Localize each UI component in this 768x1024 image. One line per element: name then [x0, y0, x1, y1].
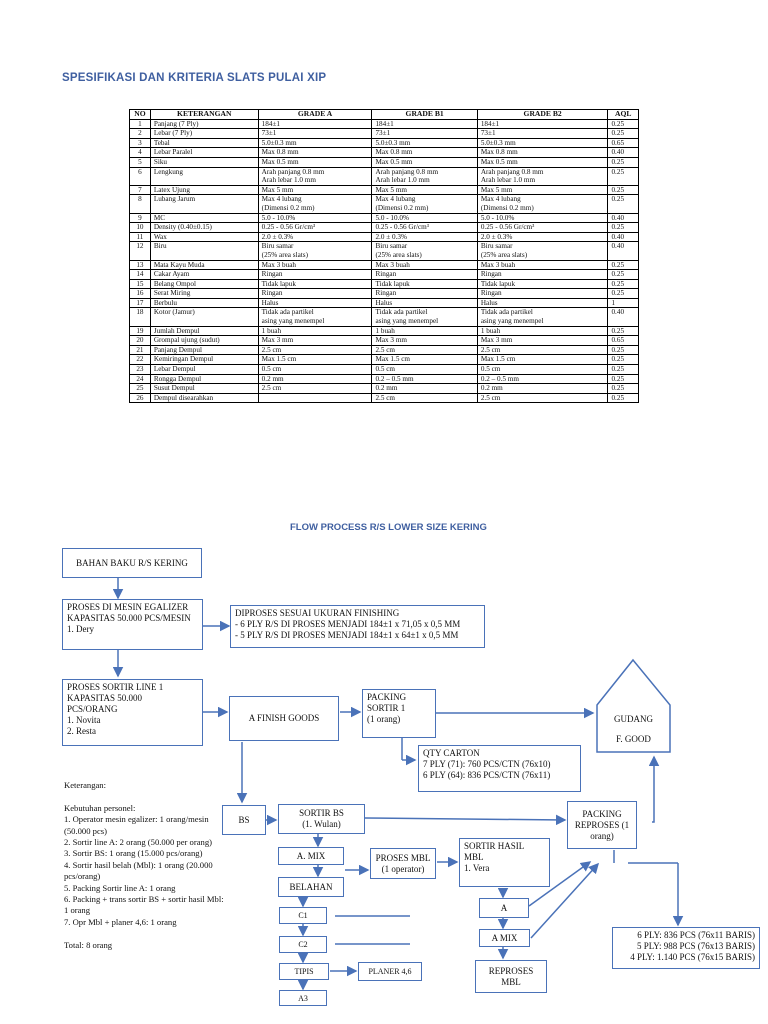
row-aql: 0.40 — [608, 242, 639, 260]
a3-box: A3 — [279, 990, 327, 1006]
row-no: 13 — [130, 260, 151, 270]
belahan-box: BELAHAN — [278, 877, 344, 897]
row-grade-b2: Arah panjang 0.8 mm Arah lebar 1.0 mm — [477, 167, 608, 185]
row-grade-b1: 2.5 cm — [372, 393, 477, 403]
packing-reproses-box: PACKING REPROSES (1 orang) — [567, 801, 637, 849]
row-grade-a: 184±1 — [258, 119, 372, 129]
row-grade-b2: 1 buah — [477, 326, 608, 336]
row-grade-b1: Max 0.8 mm — [372, 148, 477, 158]
row-aql: 0.65 — [608, 138, 639, 148]
row-grade-a: 1 buah — [258, 326, 372, 336]
row-grade-a: Halus — [258, 298, 372, 308]
col-keterangan: KETERANGAN — [150, 110, 258, 120]
row-grade-a: 2.0 ± 0.3% — [258, 232, 372, 242]
a-box: A — [479, 898, 529, 918]
row-grade-b2: Tidak lapuk — [477, 279, 608, 289]
row-keterangan: Grompal ujung (sudut) — [150, 336, 258, 346]
row-keterangan: Lebar Dempul — [150, 365, 258, 375]
row-grade-b1: 73±1 — [372, 129, 477, 139]
row-aql: 0.25 — [608, 195, 639, 213]
arrow-packing-gudang2 — [652, 757, 654, 822]
row-grade-a: Max 3 mm — [258, 336, 372, 346]
row-no: 22 — [130, 355, 151, 365]
row-grade-a: 73±1 — [258, 129, 372, 139]
row-keterangan: Belang Ompol — [150, 279, 258, 289]
diproses-box: DIPROSES SESUAI UKURAN FINISHING - 6 PLY R/S DI PROSES MENJADI 184±1 x 71,05 x 0,5 MM - 5 PLY R/S DI PROSES MENJADI 184±1 x 64±1 x 0,5 MM — [230, 605, 485, 648]
row-grade-b1: Max 3 buah — [372, 260, 477, 270]
row-grade-b2: 73±1 — [477, 129, 608, 139]
col-grade-b2: GRADE B2 — [477, 110, 608, 120]
gudang-box — [597, 705, 670, 752]
row-grade-b1: Halus — [372, 298, 477, 308]
sortir-bs-box: SORTIR BS (1. Wulan) — [278, 804, 365, 834]
row-keterangan: Jumlah Dempul — [150, 326, 258, 336]
row-no: 20 — [130, 336, 151, 346]
row-grade-a: 0.25 - 0.56 Gr/cm³ — [258, 223, 372, 233]
row-aql: 1 — [608, 298, 639, 308]
row-grade-b2: Max 4 lubang (Dimensi 0.2 mm) — [477, 195, 608, 213]
row-grade-b2: 2.5 cm — [477, 345, 608, 355]
row-grade-b2: 5.0 - 10.0% — [477, 213, 608, 223]
row-aql: 0.25 — [608, 223, 639, 233]
row-grade-a: Arah panjang 0.8 mm Arah lebar 1.0 mm — [258, 167, 372, 185]
row-grade-b2: Max 0.8 mm — [477, 148, 608, 158]
row-grade-a: Max 1.5 cm — [258, 355, 372, 365]
row-aql: 0.25 — [608, 393, 639, 403]
row-aql: 0.25 — [608, 384, 639, 394]
row-grade-b1: 0.2 mm — [372, 384, 477, 394]
row-no: 19 — [130, 326, 151, 336]
row-no: 18 — [130, 308, 151, 326]
row-grade-a: Tidak lapuk — [258, 279, 372, 289]
arrow-sortirbs-packing — [365, 818, 565, 820]
row-grade-b1: Max 5 mm — [372, 185, 477, 195]
row-grade-a: Max 0.5 mm — [258, 157, 372, 167]
row-aql: 0.25 — [608, 374, 639, 384]
row-aql: 0.25 — [608, 129, 639, 139]
row-keterangan: Density (0.40±0.15) — [150, 223, 258, 233]
row-keterangan: Serat Miring — [150, 289, 258, 299]
amix2-box: A MIX — [479, 929, 530, 947]
row-aql: 0.25 — [608, 185, 639, 195]
row-aql: 0.25 — [608, 355, 639, 365]
row-aql: 0.40 — [608, 232, 639, 242]
row-keterangan: Tebal — [150, 138, 258, 148]
row-keterangan: Wax — [150, 232, 258, 242]
bs-box: BS — [222, 805, 266, 835]
row-no: 17 — [130, 298, 151, 308]
row-keterangan: Panjang (7 Ply) — [150, 119, 258, 129]
row-grade-a: Ringan — [258, 289, 372, 299]
row-no: 5 — [130, 157, 151, 167]
row-aql: 0.25 — [608, 365, 639, 375]
row-no: 11 — [130, 232, 151, 242]
col-grade-b1: GRADE B1 — [372, 110, 477, 120]
row-grade-b2: Max 3 mm — [477, 336, 608, 346]
row-keterangan: Cakar Ayam — [150, 270, 258, 280]
col-grade-a: GRADE A — [258, 110, 372, 120]
personnel-notes: Keterangan: Kebutuhan personel: 1. Operator mesin egalizer: 1 orang/mesin (50.000 pcs) 2. Sortir line A: 2 orang (50.000 per orang) 3. Sortir BS: 1 orang (15.000 pcs/orang) 4. Sortir hasil belah (Mbl): 1 orang (20.000 pcs/orang) 5. Packing Sortir line A: 1 orang 6. Packing + trans sortir BS + sortir hasil Mbl: 1 orang 7. Opr Mbl + planer 4,6: 1 orang Total: 8 orang — [64, 780, 224, 950]
col-aql: AQL — [608, 110, 639, 120]
row-keterangan: Kemiringan Dempul — [150, 355, 258, 365]
row-aql: 0.25 — [608, 326, 639, 336]
bahan-baku-box: BAHAN BAKU R/S KERING — [62, 548, 202, 578]
row-grade-b1: Max 4 lubang (Dimensi 0.2 mm) — [372, 195, 477, 213]
row-aql: 0.25 — [608, 119, 639, 129]
row-grade-b2: Ringan — [477, 289, 608, 299]
row-grade-a: Max 0.8 mm — [258, 148, 372, 158]
row-grade-b2: Max 0.5 mm — [477, 157, 608, 167]
row-grade-b2: Halus — [477, 298, 608, 308]
fgood-label: F. GOOD — [616, 733, 651, 744]
row-grade-b2: 0.25 - 0.56 Gr/cm³ — [477, 223, 608, 233]
row-aql: 0.25 — [608, 279, 639, 289]
row-grade-a: 2.5 cm — [258, 345, 372, 355]
row-no: 4 — [130, 148, 151, 158]
row-grade-b2: Max 1.5 cm — [477, 355, 608, 365]
packing-sortir-box: PACKING SORTIR 1 (1 orang) — [362, 689, 436, 738]
row-grade-a: Tidak ada partikel asing yang menempel — [258, 308, 372, 326]
row-no: 1 — [130, 119, 151, 129]
row-grade-a: 2.5 cm — [258, 384, 372, 394]
row-keterangan: Lubang Jarum — [150, 195, 258, 213]
row-grade-b2: 184±1 — [477, 119, 608, 129]
row-keterangan: Lengkung — [150, 167, 258, 185]
row-aql: 0.25 — [608, 345, 639, 355]
row-grade-b2: Tidak ada partikel asing yang menempel — [477, 308, 608, 326]
c1-box: C1 — [279, 907, 327, 924]
row-no: 14 — [130, 270, 151, 280]
row-keterangan: Siku — [150, 157, 258, 167]
flow-title: FLOW PROCESS R/S LOWER SIZE KERING — [290, 522, 487, 533]
tipis-box: TIPIS — [279, 963, 329, 980]
row-grade-b1: 5.0 - 10.0% — [372, 213, 477, 223]
row-no: 23 — [130, 365, 151, 375]
finish-goods-box: A FINISH GOODS — [229, 696, 339, 741]
row-aql: 0.25 — [608, 270, 639, 280]
row-grade-b1: 1 buah — [372, 326, 477, 336]
row-keterangan: Panjang Dempul — [150, 345, 258, 355]
row-grade-b2: Biru samar (25% area slats) — [477, 242, 608, 260]
row-aql: 0.25 — [608, 289, 639, 299]
row-keterangan: Mata Kayu Muda — [150, 260, 258, 270]
row-aql: 0.25 — [608, 167, 639, 185]
row-grade-a: Biru samar (25% area slats) — [258, 242, 372, 260]
row-no: 16 — [130, 289, 151, 299]
gudang-label: GUDANG — [614, 713, 653, 724]
row-grade-b1: 0.5 cm — [372, 365, 477, 375]
c2-box: C2 — [279, 936, 327, 953]
row-grade-b1: Max 0.5 mm — [372, 157, 477, 167]
spec-title: SPESIFIKASI DAN KRITERIA SLATS PULAI XIP — [62, 72, 327, 84]
row-grade-b1: 5.0±0.3 mm — [372, 138, 477, 148]
row-no: 26 — [130, 393, 151, 403]
row-grade-b1: 2.5 cm — [372, 345, 477, 355]
row-grade-b1: 2.0 ± 0.3% — [372, 232, 477, 242]
row-grade-b1: Max 3 mm — [372, 336, 477, 346]
row-no: 9 — [130, 213, 151, 223]
row-grade-b2: 0.2 mm — [477, 384, 608, 394]
row-grade-b2: Ringan — [477, 270, 608, 280]
row-keterangan: Dempul disearahkan — [150, 393, 258, 403]
row-grade-b1: Max 1.5 cm — [372, 355, 477, 365]
row-keterangan: Biru — [150, 242, 258, 260]
row-grade-b1: Tidak ada partikel asing yang menempel — [372, 308, 477, 326]
row-no: 21 — [130, 345, 151, 355]
row-no: 6 — [130, 167, 151, 185]
row-keterangan: Berbulu — [150, 298, 258, 308]
row-grade-b2: Max 3 buah — [477, 260, 608, 270]
row-keterangan: MC — [150, 213, 258, 223]
row-grade-b1: Tidak lapuk — [372, 279, 477, 289]
row-grade-b2: 2.0 ± 0.3% — [477, 232, 608, 242]
row-no: 10 — [130, 223, 151, 233]
row-aql: 0.40 — [608, 308, 639, 326]
row-grade-a: Ringan — [258, 270, 372, 280]
reproses-mbl-box: REPROSES MBL — [475, 960, 547, 993]
row-no: 8 — [130, 195, 151, 213]
sortir-line-box: PROSES SORTIR LINE 1 KAPASITAS 50.000 PCS/ORANG 1. Novita 2. Resta — [62, 679, 203, 746]
qty-carton-box: QTY CARTON 7 PLY (71): 760 PCS/CTN (76x10) 6 PLY (64): 836 PCS/CTN (76x11) — [418, 745, 581, 792]
row-aql: 0.40 — [608, 213, 639, 223]
row-grade-b1: 0.25 - 0.56 Gr/cm³ — [372, 223, 477, 233]
egalizer-box: PROSES DI MESIN EGALIZER KAPASITAS 50.000 PCS/MESIN 1. Dery — [62, 599, 203, 650]
row-grade-b2: 2.5 cm — [477, 393, 608, 403]
col-no: NO — [130, 110, 151, 120]
row-grade-b2: 5.0±0.3 mm — [477, 138, 608, 148]
row-no: 7 — [130, 185, 151, 195]
row-aql: 0.65 — [608, 336, 639, 346]
row-aql: 0.40 — [608, 148, 639, 158]
ply-counts-box: 6 PLY: 836 PCS (76x11 BARIS) 5 PLY: 988 PCS (76x13 BARIS) 4 PLY: 1.140 PCS (76x15 BARIS) — [612, 927, 760, 969]
row-keterangan: Lebar Paralel — [150, 148, 258, 158]
row-grade-a: Max 3 buah — [258, 260, 372, 270]
row-grade-a: 0.2 mm — [258, 374, 372, 384]
row-grade-b2: 0.5 cm — [477, 365, 608, 375]
row-grade-b1: 0.2 – 0.5 mm — [372, 374, 477, 384]
row-no: 24 — [130, 374, 151, 384]
row-keterangan: Rongga Dempul — [150, 374, 258, 384]
amix-box: A. MIX — [278, 847, 344, 865]
row-no: 15 — [130, 279, 151, 289]
planer-box: PLANER 4,6 — [358, 962, 422, 981]
row-grade-b1: Arah panjang 0.8 mm Arah lebar 1.0 mm — [372, 167, 477, 185]
row-grade-b1: 184±1 — [372, 119, 477, 129]
sortir-hasil-mbl-box: SORTIR HASIL MBL 1. Vera — [459, 838, 550, 887]
row-grade-a: 0.5 cm — [258, 365, 372, 375]
row-aql: 0.25 — [608, 157, 639, 167]
row-grade-b1: Ringan — [372, 270, 477, 280]
row-no: 12 — [130, 242, 151, 260]
row-grade-b2: Max 5 mm — [477, 185, 608, 195]
row-no: 3 — [130, 138, 151, 148]
row-grade-b2: 0.2 – 0.5 mm — [477, 374, 608, 384]
row-keterangan: Kotor (Jamur) — [150, 308, 258, 326]
row-grade-a: 5.0 - 10.0% — [258, 213, 372, 223]
row-grade-a: 5.0±0.3 mm — [258, 138, 372, 148]
row-keterangan: Latex Ujung — [150, 185, 258, 195]
row-no: 25 — [130, 384, 151, 394]
row-keterangan: Lebar (7 Ply) — [150, 129, 258, 139]
proses-mbl-box: PROSES MBL (1 operator) — [370, 848, 436, 879]
row-grade-a: Max 5 mm — [258, 185, 372, 195]
row-grade-b1: Ringan — [372, 289, 477, 299]
row-grade-b1: Biru samar (25% area slats) — [372, 242, 477, 260]
row-grade-a: Max 4 lubang (Dimensi 0.2 mm) — [258, 195, 372, 213]
row-no: 2 — [130, 129, 151, 139]
row-keterangan: Susut Dempul — [150, 384, 258, 394]
row-aql: 0.25 — [608, 260, 639, 270]
